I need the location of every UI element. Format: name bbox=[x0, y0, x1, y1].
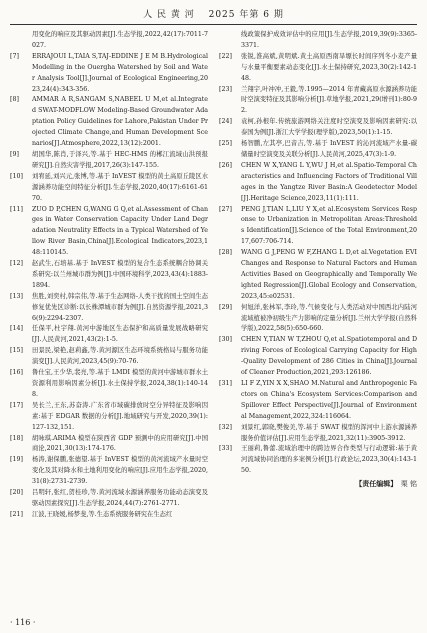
reference-text: WANG G J,PENG W F,ZHANG L D,et al.Vegetation EVI Changes and Response to Natural Factors and Human Activities Based on Geographically and Temporally Weighted Regression[J].Global Ecology and Conservation,2023,45:e02531. bbox=[241, 249, 417, 300]
reference-number: [10] bbox=[10, 172, 23, 180]
reference-entry bbox=[10, 30, 208, 52]
reference-text: ERRAJOUI L,TAIA S,TAJ-EDDINE J E M B.Hydrological Modelling in the Ouergha Watershed by Soil and Water Analysis Tool[J].Journal of Ecological Engineering,2023,24(4):343-356. bbox=[32, 52, 208, 93]
reference-text: 线政策保护成效评估中的应用[J].生态学报,2019,39(9):3365-3371. bbox=[241, 31, 417, 49]
reference-number: [7] bbox=[10, 52, 19, 60]
editor-note bbox=[219, 479, 417, 490]
header-rule bbox=[10, 24, 417, 25]
reference-number: [14] bbox=[10, 325, 23, 333]
reference-entry bbox=[10, 52, 208, 96]
reference-number: [25] bbox=[219, 140, 232, 148]
reference-entry bbox=[10, 455, 208, 488]
reference-number: [11] bbox=[10, 205, 23, 213]
reference-text: 张锐,淮高斌,黄明斌.黄土高原西南旱塬长时间序列冬小麦产量与水量平衡要素动态变化[J].水土保持研究,2023,30(2):142-148. bbox=[241, 52, 417, 82]
reference-entry bbox=[219, 52, 417, 85]
reference-entry bbox=[219, 117, 417, 139]
reference-entry bbox=[10, 434, 208, 456]
reference-number: [17] bbox=[10, 401, 23, 409]
reference-number: [31] bbox=[219, 380, 232, 387]
reference-entry bbox=[219, 335, 417, 379]
reference-entry bbox=[10, 150, 208, 172]
reference-entry bbox=[10, 95, 208, 150]
reference-number: [32] bbox=[219, 423, 232, 431]
references-left-column bbox=[10, 30, 208, 521]
reference-number: [8] bbox=[10, 96, 19, 104]
reference-text: 焦胜,刘奕村,韩宗伟,等.基于生态网络-人类干扰的国土空间生态修复优先区诊断:以长株潭城市群为例[J].自然资源学报,2021,36(9):2294-2307. bbox=[32, 292, 208, 322]
bracket-close: 】 bbox=[390, 479, 394, 489]
reference-text: 兰翔宇,叶冲冲,王毅,等.1995—2014 年青藏高原水源涵养功能时空演变特征及其影响分析[J].草地学报,2021,29(增刊1):80-92. bbox=[241, 85, 418, 115]
reference-text: 袁柯,孙根年.传统旅游网络关注度时空演变及影响因素研究:以泰国为例[J].浙江大学学报(理学版),2023,50(1):1-15. bbox=[241, 118, 417, 137]
reference-entry bbox=[10, 259, 208, 292]
reference-text: ZUO D P,CHEN G,WANG G Q,et al.Assessment of Changes in Water Conservation Capacity Under Land Degradation Neutrality Effects in a Typical Watershed of Yellow River Basin,China[J].Ecological Indicators,2023,148:110145. bbox=[32, 205, 208, 257]
reference-text: 刘景红,郭晓,樊俊美,等.基于 SWAT 模型的浑河中上游水源涵养服务价值评估[J].应用生态学报,2021,32(11):3905-3912. bbox=[241, 423, 417, 442]
reference-entry bbox=[219, 139, 417, 161]
reference-number: [15] bbox=[10, 347, 23, 355]
reference-number: [13] bbox=[10, 292, 23, 300]
reference-entry bbox=[10, 346, 208, 368]
reference-text: 杨涛,谢保鹏,张德望.基于 InVEST 模型的黄河流域产水量时空变化及其对降水和土地利用变化的响应[J].应用生态学报,2020,31(8):2731-2739. bbox=[32, 456, 208, 486]
running-header bbox=[0, 0, 427, 26]
page-number: · 116 · bbox=[10, 618, 36, 627]
reference-entry bbox=[10, 510, 208, 521]
reference-number: [16] bbox=[10, 369, 23, 377]
reference-text: 鲁仕宝,王少华,裴亮,等.基于 LMDI 模型的黄河中游城市群水土资源利用影响因素分析[J].水土保持学报,2024,38(1):140-148. bbox=[32, 369, 208, 398]
reference-number: [29] bbox=[219, 303, 232, 311]
reference-entry bbox=[219, 423, 417, 445]
reference-text: AMMAR A R,SANGAM S,NABEEL U M,et al.Integrated SWAT-MODFLOW Modeling-Based Groundwater Adaptation Policy Guidelines for Lahore,Pakistan Under Projected Climate Change,and Human Development Scenarios[J].Atmosphere,2022,13(12):2001. bbox=[32, 96, 208, 148]
reference-entry bbox=[219, 303, 417, 336]
reference-entry bbox=[10, 292, 208, 325]
reference-text: CHEN W X,YANG L Y,WU J H,et al.Spatio-Temporal Characteristics and Influencing Factors of Traditional Villages in the Yangtze River Basin:A Geodetector Model[J].Heritage Science,2023,11(1):111. bbox=[241, 161, 417, 202]
reference-number: [20] bbox=[10, 489, 23, 497]
reference-number: [33] bbox=[219, 445, 232, 453]
reference-number: [30] bbox=[219, 336, 232, 344]
reference-number: [18] bbox=[10, 434, 23, 442]
reference-entry bbox=[10, 324, 208, 346]
reference-text: 王丽莉,鲁蕾.流域治理中的跨边界合作类型与行动逻辑:基于黄河流域协同治理的多案例分析[J].行政论坛,2023,30(4):143-150. bbox=[241, 445, 417, 475]
reference-entry bbox=[219, 161, 417, 205]
references-right-column bbox=[219, 30, 417, 490]
reference-text: 杨智鹏,左其亭,巴音吉,等.基于 InVEST 的沁河流域产水量-碳储量时空演变及关联分析[J].人民黄河,2025,47(3):1-9. bbox=[241, 140, 417, 158]
reference-text: 刘宥延,刘兴元,张博,等.基于 InVEST 模型的黄土高原丘陵区水源涵养功能空间特征分析[J].生态学报,2020,40(17):6161-6170. bbox=[32, 172, 208, 202]
journal-title: 人 民 黄 河 2025 年第 6 期 bbox=[143, 10, 284, 20]
bracket-open: 【 bbox=[355, 479, 363, 489]
reference-number: [26] bbox=[219, 161, 232, 169]
reference-number: [19] bbox=[10, 456, 23, 464]
reference-number: [23] bbox=[219, 85, 232, 93]
reference-number: [9] bbox=[10, 150, 19, 158]
reference-text: LI F Z,YIN X X,SHAO M.Natural and Anthropogenic Factors on China's Ecosystem Services:Comparison and Spillover Effect Perspective[J].Journal of Environmental Management,2022,324:116064. bbox=[241, 380, 417, 420]
reference-number: [21] bbox=[10, 510, 23, 518]
reference-entry bbox=[10, 401, 208, 434]
reference-number: [27] bbox=[219, 205, 232, 213]
reference-number: [24] bbox=[219, 118, 232, 126]
reference-text: CHEN Y,TIAN W T,ZHOU Q,et al.Spatiotemporal and Driving Forces of Ecological Carrying Capacity for High-Quality Development of 286 Cities in China[J].Journal of Cleaner Production,2021,293:126186. bbox=[241, 336, 417, 377]
reference-entry bbox=[10, 368, 208, 401]
reference-entry bbox=[10, 488, 208, 510]
reference-number: [12] bbox=[10, 260, 23, 268]
reference-entry bbox=[219, 30, 417, 52]
reference-text: 吕明轩,张红,贺桂珍,等.黄河流域水源涵养服务功能动态演变及驱动因素探究[J].生态学报,2024,44(7):2761-2771. bbox=[32, 489, 208, 507]
editor-label: 责任编辑 bbox=[362, 479, 391, 489]
reference-text: 江波,王晓媛,杨梦斐,等.生态系统服务研究在生态红 bbox=[32, 510, 173, 518]
reference-entry bbox=[10, 172, 208, 205]
reference-entry bbox=[219, 248, 417, 303]
reference-entry bbox=[219, 85, 417, 118]
reference-entry bbox=[10, 205, 208, 260]
reference-text: 胡国华,陈肖,于泽兴,等.基于 HEC-HMS 的郴江流域山洪预报研究[J].自然灾害学报,2017,26(3):147-155. bbox=[32, 150, 208, 169]
reference-text: 任保平,杜宇翔.黄河中游地区生态保护和高质量发展战略研究[J].人民黄河,2021,43(2):1-5. bbox=[32, 325, 208, 344]
reference-text: 吴长兰,王东,苏奋涛.广东省市域碳排放时空分异特征及影响因素:基于 EDGAR 数据的分析[J].地域研究与开发,2020,39(1):127-132,151. bbox=[32, 401, 208, 431]
reference-text: 何旭洋,张林军,李玲,等.气候变化与人类活动对中国西北内陆河流域植被净初级生产力影响的定量分析[J].兰州大学学报(自然科学版),2022,58(5):650-660. bbox=[241, 303, 417, 333]
reference-entry bbox=[219, 205, 417, 249]
reference-text: PENG J,TIAN L,LIU Y X,et al.Ecosystem Services Response to Urbanization in Metropolitan Areas:Thresholds Identification[J].Science of the Total Environment,2017,607:706-714. bbox=[241, 205, 417, 246]
reference-entry bbox=[219, 444, 417, 477]
reference-entry bbox=[219, 379, 417, 423]
reference-text: 胡咏琪.ARIMA 模型在陕西省 GDP 预测中的应用研究[J].中国商论,2021,30(13):174-176. bbox=[32, 434, 208, 453]
editor-name: 栗 铭 bbox=[400, 480, 417, 489]
reference-text: 赵武生,石培基.基于 InVEST 模型的复合生态系统耦合协调关系研究:以兰州城市群为例[J].中国环境科学,2023,43(4):1883-1894. bbox=[32, 260, 208, 289]
reference-number: [28] bbox=[219, 249, 232, 257]
reference-number: [22] bbox=[219, 52, 232, 60]
reference-text: 田景民,梁艳,赵莉鑫,等.黄河源区生态环境系统格局与服务功能演变[J].人民黄河,2023,45(9):70-76. bbox=[32, 347, 208, 366]
reference-text: 用变化的响应及其驱动因素[J].生态学报,2022,42(17):7011-7027. bbox=[32, 31, 208, 49]
